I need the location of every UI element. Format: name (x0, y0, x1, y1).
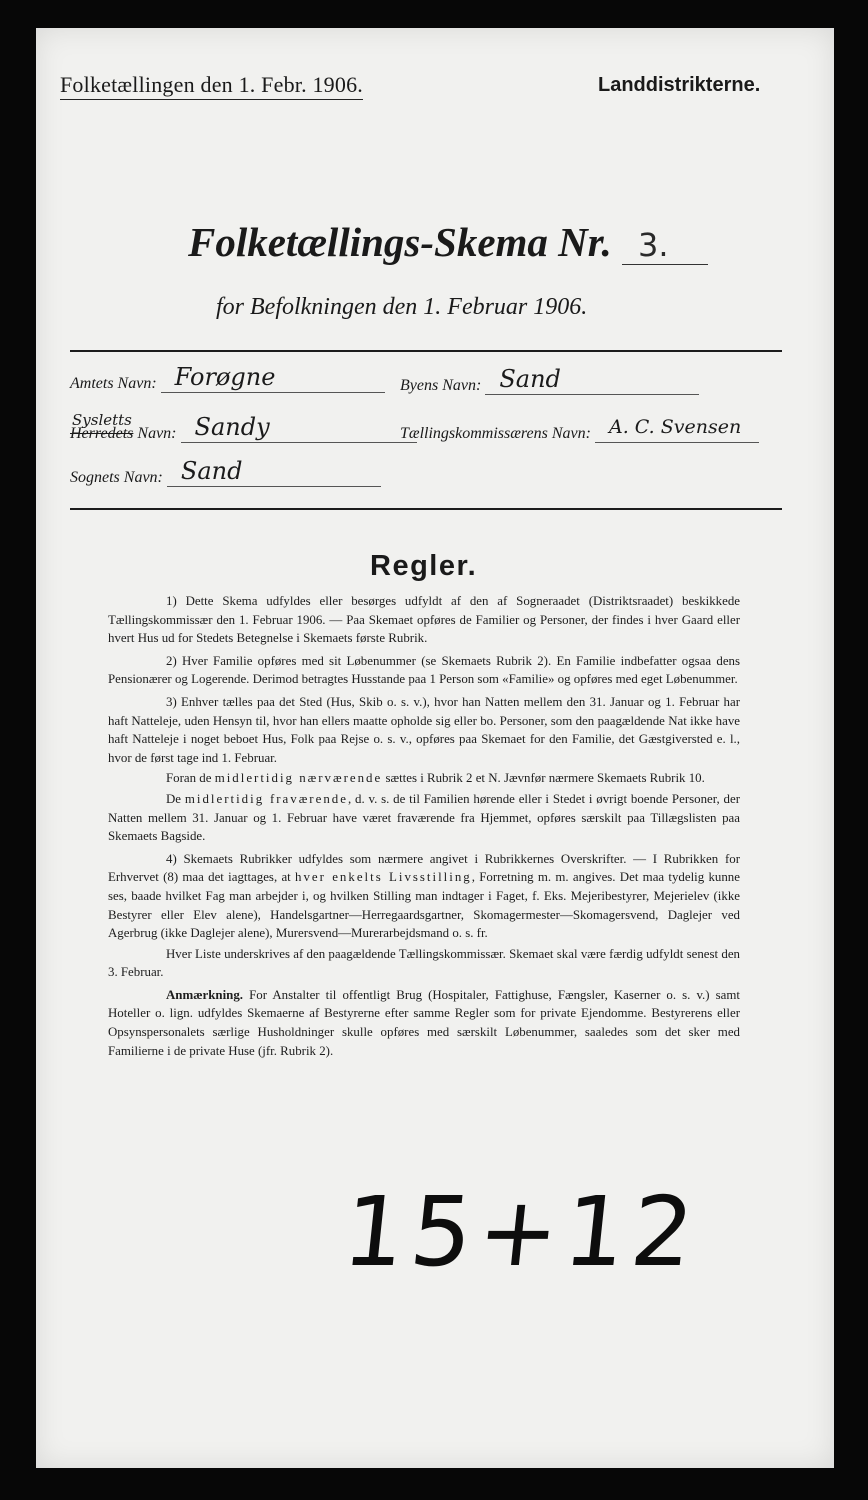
remark-text: For Anstalter til offentligt Brug (Hospitaler, Fattighuse, Fængsler, Kaserner o. s. v.) samt Hoteller o. lign. udfyldes Skemaerne af Bestyrerne efter samme Regler som for private Ejendomme. Bestyrerens eller Opsynspersonalets særlige Husholdninger skulle opføres med særskilt Løbenummer, saaledes som det sker med Familierne i de private Huse (jfr. Rubrik 2). (108, 987, 740, 1058)
form-title (188, 218, 708, 266)
rule-4-signature: Hver Liste underskrives af den paagældende Tællingskommissær. Skemaet skal være færdig udfyldt senest den 3. Februar. (108, 946, 740, 980)
sogn-field (70, 456, 381, 487)
sys-label: Navn: (137, 425, 177, 442)
commissioner-label: Tællingskommissærens Navn: (400, 425, 591, 442)
commissioner-value: A. C. Svensen (595, 412, 759, 443)
sys-struck-label: Herredets (70, 425, 134, 442)
by-label: Byens Navn: (400, 377, 482, 394)
rules-body (108, 592, 740, 1064)
rule-3-present: Foran de midlertidig nærværende sættes i Rubrik 2 et N. Jævnfør nærmere Skemaets Rubrik 10. (166, 771, 705, 786)
handwritten-total: 15+12 (338, 1176, 705, 1288)
form-title-text: Folketællings-Skema Nr. (188, 219, 612, 265)
amt-value: Forøgne (161, 362, 385, 393)
sogn-value: Sand (167, 456, 381, 487)
rule-2: 2) Hver Familie opføres med sit Løbenummer (se Skemaets Rubrik 2). En Familie indbefatter ogsaa dens Pensionærer og Logerende. Derimod betragtes Husstande paa 1 Person som «Familie» og opføres med eget Løbenummer. (108, 653, 740, 687)
district-type-header: Landdistrikterne. (598, 74, 761, 96)
divider-bottom (70, 508, 782, 510)
form-subtitle: for Befolkningen den 1. Februar 1906. (216, 294, 588, 320)
sys-label-group (70, 411, 177, 443)
rule-1: 1) Dette Skema udfyldes eller besørges udfyldt af den af Sogneraadet (Distriktsraadet) beskikkede Tællingskommissær den 1. Februar 1906. — Paa Skemaet opføres de Familier og Personer, der findes i hver Gaard eller hvert Hus ud for Stedets Betegnelse i Skemaets første Rubrik. (108, 594, 740, 646)
rule-3: 3) Enhver tælles paa det Sted (Hus, Skib o. s. v.), hvor han Natten mellem den 31. Januar og 1. Februar har haft Natteleje, uden Hensyn til, hvor han ellers maatte opholde sig eller bo. Personer, som den paagældende Nat ikke have haft Natteleje i noget beboet Hus, Folk paa Rejse o. s. v., opføres paa Skemaet for den Familie, det Gæstgiversted e. l., hvor de først tage ind 1. Februar. (108, 694, 740, 765)
remark-label: Anmærkning. (166, 987, 244, 1002)
amt-field (70, 362, 385, 393)
amt-label: Amtets Navn: (70, 375, 157, 392)
rule-4: 4) Skemaets Rubrikker udfyldes som nærmere angivet i Rubrikkernes Overskrifter. — I Rubrikken for Erhvervet (8) maa det iagttages, at hver enkelts Livsstilling, Forretning m. m. angives. Det maa tydelig kunne ses, baade hvilket Fag man arbejder i, og hvilken Stilling man indtager i Faget, f. Eks. Mejeribestyrer, Mejerielev (ikke Bestyrer eller Elev alene), Handelsgartner—Herregaardsgartner, Skomagermester—Skomagersvend, Daglejer ved Agerbrug (ikke Daglejer alene), Murersvend—Murerarbejdsmand o. s. fr. (108, 851, 740, 941)
remark (108, 986, 740, 1060)
by-value: Sand (485, 364, 699, 395)
sys-value: Sandy (181, 412, 417, 443)
divider-top (70, 350, 782, 352)
form-number: 3. (622, 226, 708, 265)
sogn-label: Sognets Navn: (70, 469, 163, 486)
census-header: Folketællingen den 1. Febr. 1906. (60, 72, 363, 100)
rule-3-absent: De midlertidig fraværende, d. v. s. de til Familien hørende eller i Stedet i øvrigt boende Personer, der Natten mellem 31. Januar og 1. Februar have været fraværende fra Hjemmet, opføres særskilt paa Tillægslisten paa Skemaets Bagside. (108, 791, 741, 844)
sys-handwritten-label: Sysletts (72, 411, 132, 429)
by-field (400, 364, 699, 395)
sysselmannsdistrikt-field (70, 412, 417, 443)
commissioner-field (400, 412, 759, 443)
rules-heading: Regler. (370, 550, 478, 582)
